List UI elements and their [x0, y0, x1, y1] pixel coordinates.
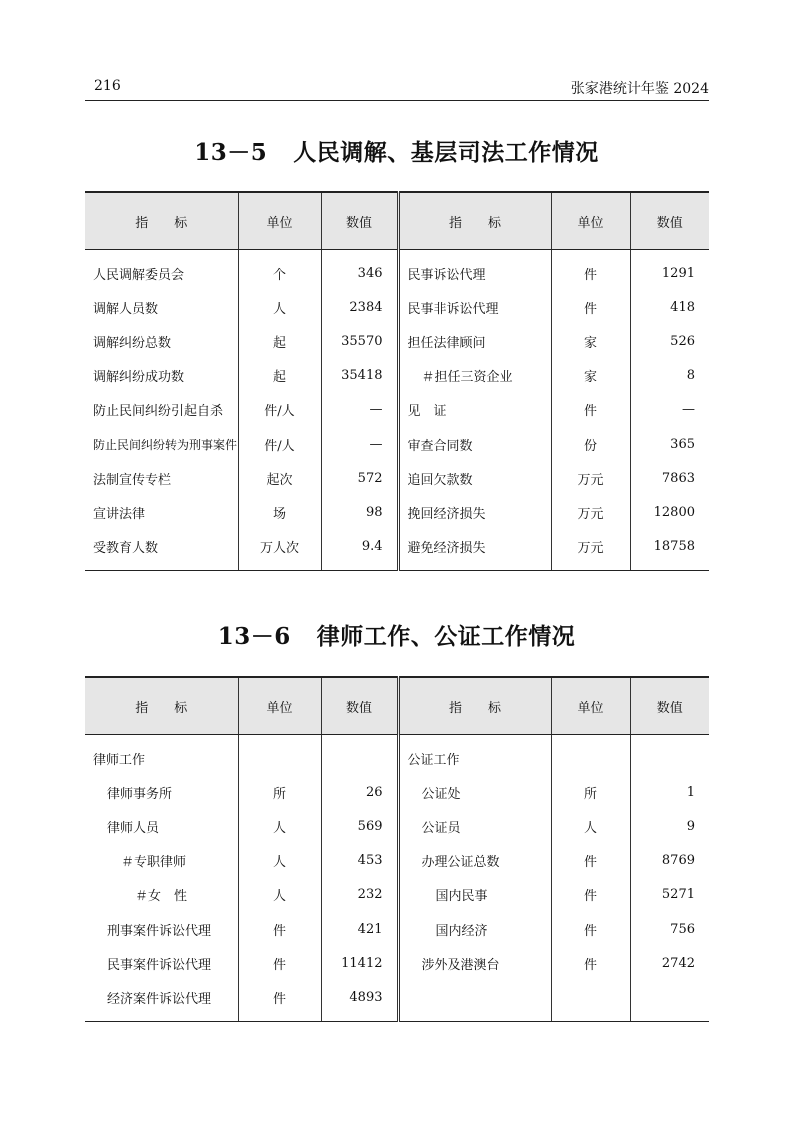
table2-header-indicator-right: 指 标 [398, 677, 551, 735]
row-value [321, 735, 398, 776]
row-unit: 件 [551, 912, 630, 946]
table-row [85, 980, 709, 1021]
row-name: 人民调解委员会 [93, 267, 185, 283]
table1-header-indicator-right: 指 标 [398, 192, 551, 250]
row-name: ＃担任三资企业 [398, 359, 551, 393]
row-value: 4893 [321, 980, 398, 1021]
row-value: 7863 [630, 461, 709, 495]
row-value: 9.4 [321, 530, 398, 571]
row-unit: 场 [238, 495, 321, 529]
row-name: 涉外及港澳台 [398, 946, 551, 980]
table-row [85, 324, 709, 358]
table-row [85, 809, 709, 843]
table-row [85, 878, 709, 912]
table2-number: 13－6 [217, 623, 291, 650]
row-value: 8 [630, 359, 709, 393]
row-value: 11412 [321, 946, 398, 980]
row-unit: 家 [551, 359, 630, 393]
row-name: 国内民事 [398, 878, 551, 912]
row-name: 审查合同数 [398, 427, 551, 461]
row-unit: 人 [238, 844, 321, 878]
row-unit: 件 [238, 946, 321, 980]
row-unit: 件 [551, 393, 630, 427]
row-name: 调解纠纷成功数 [93, 370, 185, 386]
row-unit: 起 [238, 324, 321, 358]
row-name: 受教育人数 [85, 530, 238, 571]
row-unit: 份 [551, 427, 630, 461]
row-value: 2384 [321, 290, 398, 324]
row-value: 453 [321, 844, 398, 878]
row-unit: 件 [551, 878, 630, 912]
table-row [85, 735, 709, 776]
row-name: 民事非诉讼代理 [398, 290, 551, 324]
row-name: 见 证 [398, 393, 551, 427]
row-value: — [630, 393, 709, 427]
table-row [85, 495, 709, 529]
row-name: 挽回经济损失 [398, 495, 551, 529]
book-title: 张家港统计年鉴 2024 [570, 81, 709, 97]
row-name: 民事诉讼代理 [398, 250, 551, 291]
row-value: 98 [321, 495, 398, 529]
row-unit: 个 [238, 250, 321, 291]
row-value: 26 [321, 775, 398, 809]
row-name: 调解纠纷总数 [93, 335, 172, 351]
row-unit: 件/人 [238, 427, 321, 461]
row-unit: 万元 [551, 461, 630, 495]
row-name: 公证工作 [398, 735, 551, 776]
row-name: 调解人员数 [93, 301, 159, 317]
table2-header-indicator-left: 指 标 [85, 677, 238, 735]
row-unit: 所 [551, 775, 630, 809]
table-row [85, 946, 709, 980]
row-unit: 件 [238, 980, 321, 1021]
row-unit: 万元 [551, 495, 630, 529]
row-value: 756 [630, 912, 709, 946]
row-unit: 件 [551, 250, 630, 291]
table1-header-unit-right: 单位 [551, 192, 630, 250]
table1-header-unit-left: 单位 [238, 192, 321, 250]
table-row [85, 359, 709, 393]
row-name: 国内经济 [398, 912, 551, 946]
row-value [630, 980, 709, 1021]
table-row [85, 461, 709, 495]
row-value: 8769 [630, 844, 709, 878]
row-unit [551, 980, 630, 1021]
row-name: 律师人员 [107, 820, 160, 836]
row-value: 5271 [630, 878, 709, 912]
row-value: 421 [321, 912, 398, 946]
row-value: 35418 [321, 359, 398, 393]
table2-header-unit-right: 单位 [551, 677, 630, 735]
table2 [85, 676, 709, 1022]
table2-header-row [85, 677, 709, 735]
row-value: 35570 [321, 324, 398, 358]
row-value [630, 735, 709, 776]
table2-header-value-right: 数值 [630, 677, 709, 735]
row-name: 律师事务所 [107, 786, 173, 802]
row-unit [238, 735, 321, 776]
row-unit: 件 [551, 290, 630, 324]
row-unit: 所 [238, 775, 321, 809]
row-name: 宣讲法律 [93, 506, 146, 522]
table1-header-row [85, 192, 709, 250]
table1-header-value-right: 数值 [630, 192, 709, 250]
row-value: 9 [630, 809, 709, 843]
row-value: 2742 [630, 946, 709, 980]
row-name: 办理公证总数 [398, 844, 551, 878]
table-row [85, 427, 709, 461]
table-row [85, 844, 709, 878]
table2-header-unit-left: 单位 [238, 677, 321, 735]
row-value: 346 [321, 250, 398, 291]
table1-header-indicator-left: 指 标 [85, 192, 238, 250]
table-row [85, 290, 709, 324]
row-value: — [321, 427, 398, 461]
row-value: 572 [321, 461, 398, 495]
row-value: 1 [630, 775, 709, 809]
row-name: ＃女 性 [135, 889, 188, 905]
row-unit: 人 [238, 809, 321, 843]
row-name: 法制宣传专栏 [93, 472, 172, 488]
row-name: 公证员 [398, 809, 551, 843]
row-value: — [321, 393, 398, 427]
row-name [398, 980, 551, 1021]
row-unit: 人 [238, 878, 321, 912]
row-name: ＃专职律师 [121, 855, 187, 871]
row-unit [551, 735, 630, 776]
row-unit: 件/人 [238, 393, 321, 427]
table1-header-value-left: 数值 [321, 192, 398, 250]
row-name: 担任法律顾问 [398, 324, 551, 358]
row-unit: 人 [238, 290, 321, 324]
table2-title [0, 618, 793, 651]
page-number: 216 [94, 78, 121, 94]
row-name: 民事案件诉讼代理 [107, 957, 212, 973]
row-value: 569 [321, 809, 398, 843]
row-unit: 人 [551, 809, 630, 843]
row-value: 18758 [630, 530, 709, 571]
table-row [85, 912, 709, 946]
row-value: 365 [630, 427, 709, 461]
table2-header-value-left: 数值 [321, 677, 398, 735]
row-name: 刑事案件诉讼代理 [107, 923, 212, 939]
row-name: 追回欠款数 [398, 461, 551, 495]
table-row [85, 775, 709, 809]
table1-number: 13－5 [194, 139, 268, 166]
row-value: 12800 [630, 495, 709, 529]
row-unit: 家 [551, 324, 630, 358]
row-unit: 件 [238, 912, 321, 946]
row-name: 避免经济损失 [398, 530, 551, 571]
row-unit: 万人次 [238, 530, 321, 571]
row-unit: 件 [551, 946, 630, 980]
table-row [85, 393, 709, 427]
row-value: 1291 [630, 250, 709, 291]
table2-title-text: 律师工作、公证工作情况 [316, 623, 576, 650]
table-row [85, 530, 709, 571]
row-unit: 起次 [238, 461, 321, 495]
row-name: 防止民间纠纷引起自杀 [93, 404, 224, 420]
row-unit: 件 [551, 844, 630, 878]
row-value: 418 [630, 290, 709, 324]
page-header [85, 78, 709, 101]
row-name: 律师工作 [93, 752, 146, 768]
table1 [85, 191, 709, 571]
row-value: 232 [321, 878, 398, 912]
table1-title-text: 人民调解、基层司法工作情况 [293, 139, 599, 166]
row-unit: 起 [238, 359, 321, 393]
row-name: 防止民间纠纷转为刑事案件 [93, 437, 238, 452]
row-unit: 万元 [551, 530, 630, 571]
row-value: 526 [630, 324, 709, 358]
row-name: 公证处 [398, 775, 551, 809]
table-row [85, 250, 709, 291]
table1-title [0, 134, 793, 167]
row-name: 经济案件诉讼代理 [85, 980, 238, 1021]
